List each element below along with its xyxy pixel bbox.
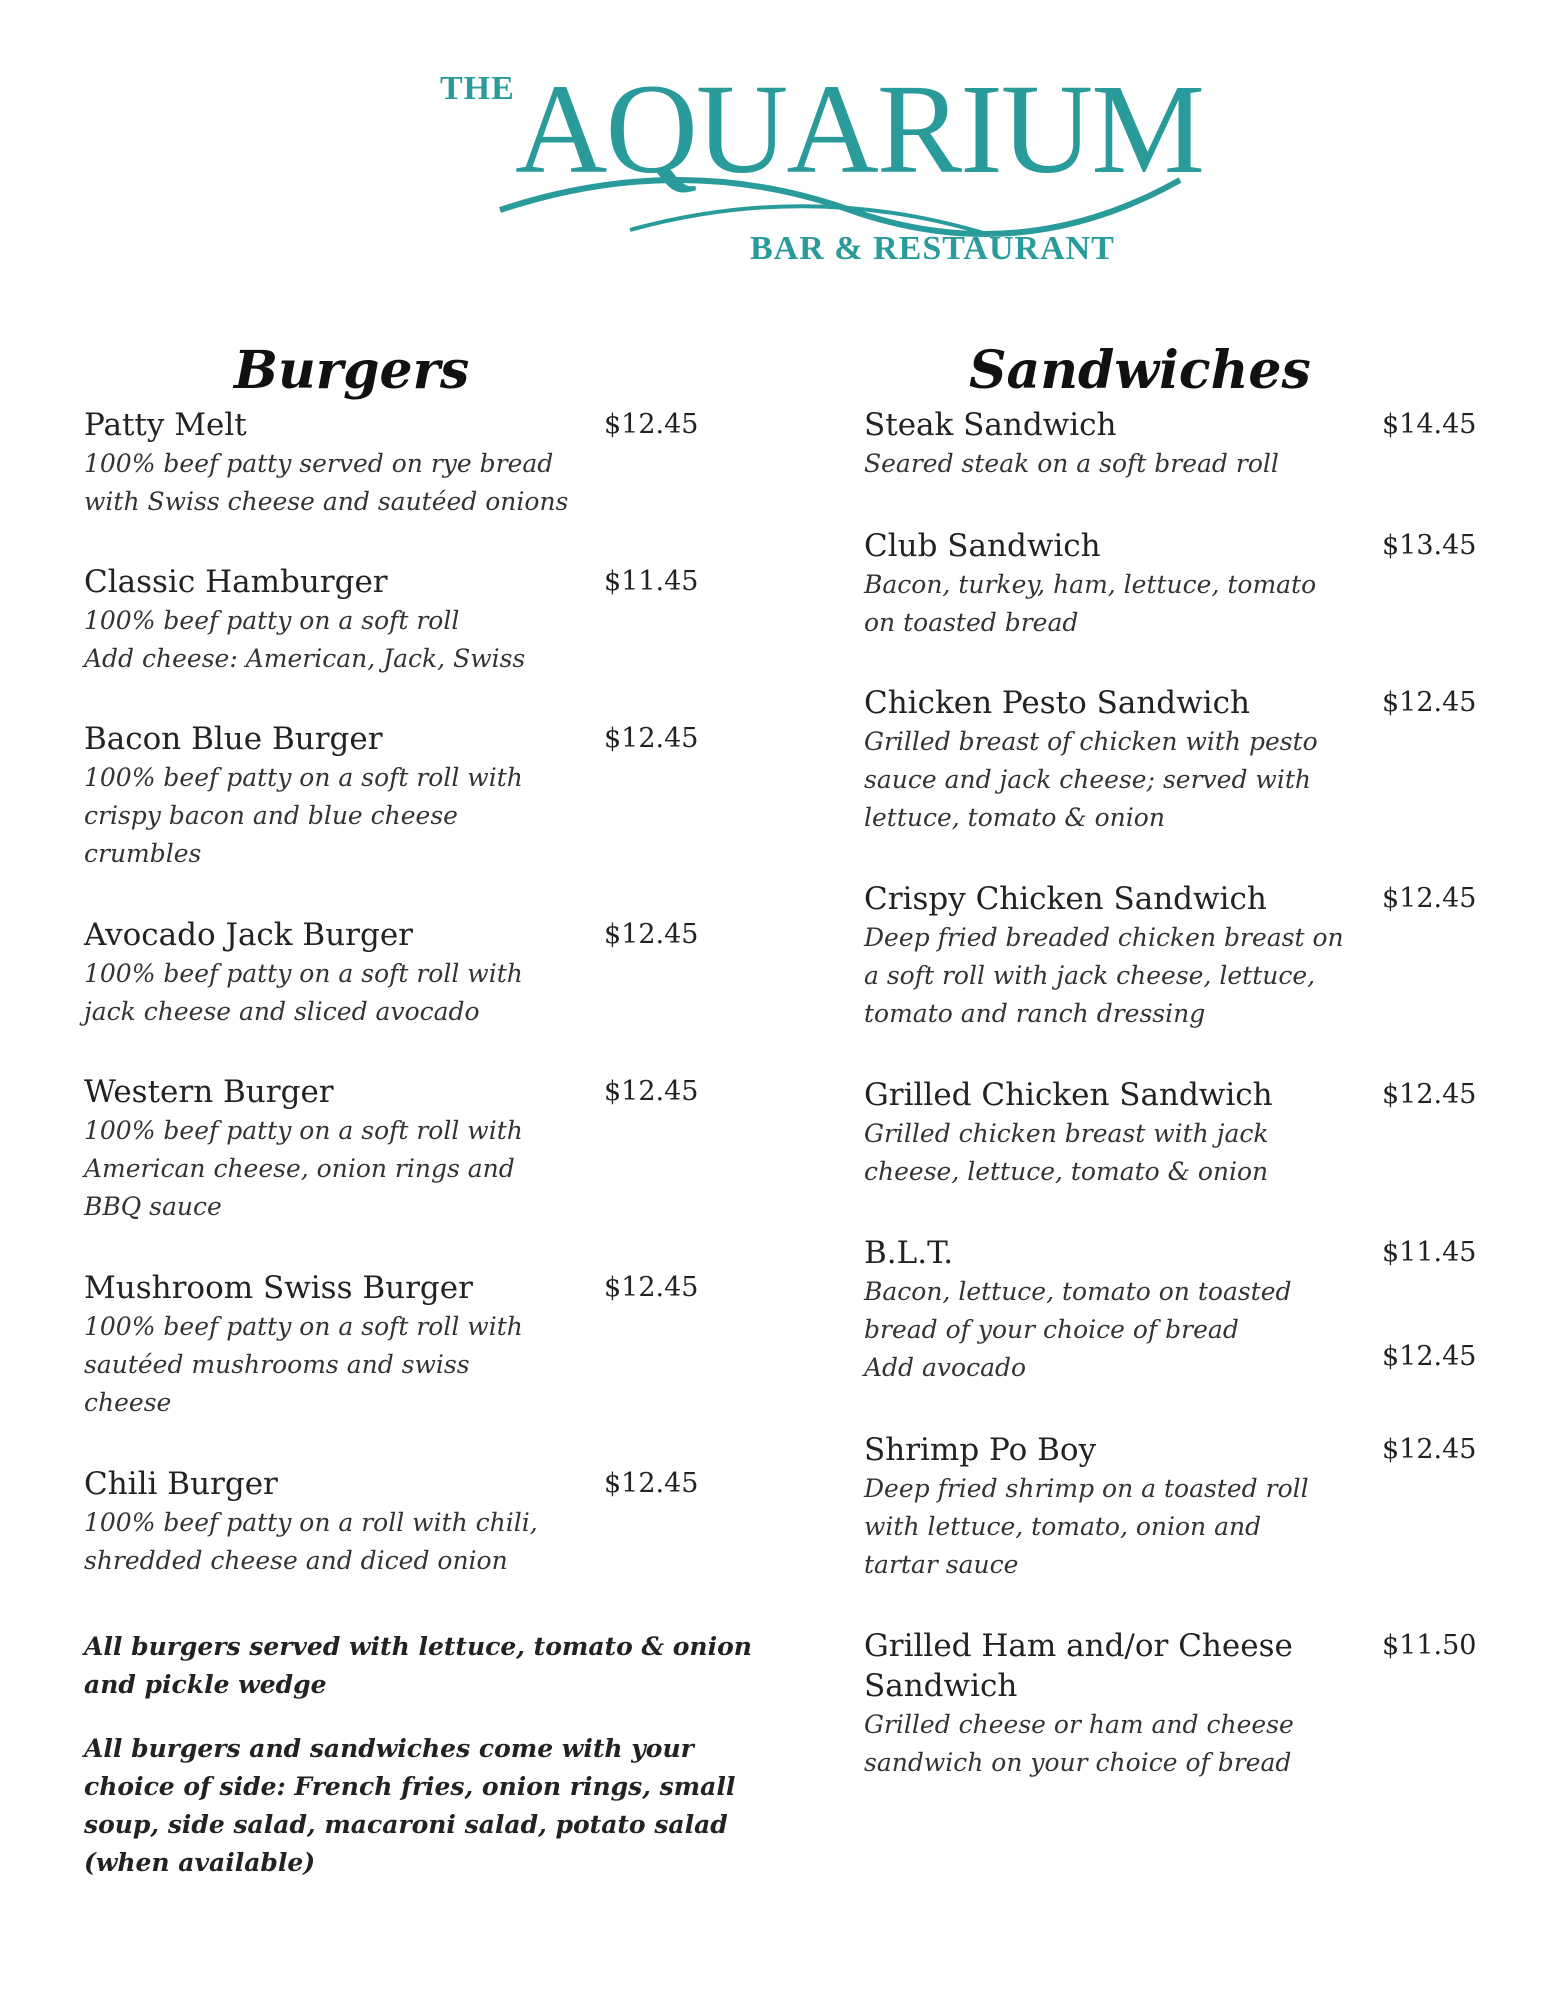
desc-line: Seared steak on a soft bread roll xyxy=(864,449,1279,478)
item-name: Shrimp Po Boy xyxy=(864,1432,1097,1468)
menu-item xyxy=(84,915,704,1031)
item-price: $11.50 xyxy=(1382,1630,1477,1661)
desc-line: crispy bacon and blue cheese xyxy=(84,801,458,830)
note-line: and pickle wedge xyxy=(84,1670,327,1699)
item-desc xyxy=(864,1470,1464,1584)
desc-line: 100% beef patty on a soft roll with xyxy=(84,1116,523,1145)
burger-note xyxy=(84,1628,752,1704)
item-desc xyxy=(864,1273,1464,1387)
desc-line: a soft roll with jack cheese, lettuce, xyxy=(864,961,1316,990)
item-desc xyxy=(864,1115,1464,1191)
note-line: choice of side: French fries, onion rings, small xyxy=(84,1772,736,1801)
item-desc xyxy=(84,602,704,678)
desc-line: sandwich on your choice of bread xyxy=(864,1748,1292,1777)
desc-line: on toasted bread xyxy=(864,608,1079,637)
menu-item xyxy=(864,405,1477,483)
item-price: $12.45 xyxy=(604,919,699,950)
menu-item xyxy=(864,1430,1477,1584)
menu-item xyxy=(864,1075,1477,1191)
desc-line: with Swiss cheese and sautéed onions xyxy=(84,487,569,516)
desc-line: Grilled chicken breast with jack xyxy=(864,1119,1269,1148)
note-line: All burgers served with lettuce, tomato & onion xyxy=(84,1632,752,1661)
desc-line: Grilled breast of chicken with pesto xyxy=(864,727,1318,756)
item-name: Classic Hamburger xyxy=(84,564,388,600)
avocado-price: $12.45 xyxy=(1382,1341,1477,1372)
desc-line: bread of your choice of bread xyxy=(864,1315,1239,1344)
desc-line: Deep fried shrimp on a toasted roll xyxy=(864,1474,1309,1503)
item-price: $12.45 xyxy=(604,1468,699,1499)
item-name: Western Burger xyxy=(84,1074,334,1110)
item-name: Chili Burger xyxy=(84,1466,278,1502)
desc-line: cheese xyxy=(84,1388,172,1417)
desc-line: with lettuce, tomato, onion and xyxy=(864,1512,1262,1541)
item-name: Patty Melt xyxy=(84,407,247,443)
desc-line: 100% beef patty on a soft roll xyxy=(84,606,460,635)
desc-line: lettuce, tomato & onion xyxy=(864,803,1165,832)
menu-item xyxy=(84,1072,704,1226)
menu-item xyxy=(84,562,704,678)
menu-item xyxy=(864,1233,1477,1387)
item-desc xyxy=(84,1308,704,1422)
desc-line: Add cheese: American, Jack, Swiss xyxy=(84,644,526,673)
sandwiches-title: Sandwiches xyxy=(969,340,1311,401)
desc-line: tartar sauce xyxy=(864,1550,1019,1579)
desc-line: crumbles xyxy=(84,839,202,868)
item-name xyxy=(864,1626,1334,1706)
desc-line: American cheese, onion rings and xyxy=(84,1154,515,1183)
item-price: $12.45 xyxy=(1382,1079,1477,1110)
logo-the: THE xyxy=(440,70,515,107)
item-desc xyxy=(864,445,1464,483)
item-price: $12.45 xyxy=(1382,883,1477,914)
item-desc xyxy=(84,759,704,873)
desc-line: 100% beef patty on a soft roll with xyxy=(84,959,523,988)
item-desc xyxy=(84,445,704,521)
item-name: Grilled Chicken Sandwich xyxy=(864,1077,1273,1113)
note-line: All burgers and sandwiches come with your xyxy=(84,1734,694,1763)
item-name-line: Grilled Ham and/or Cheese xyxy=(864,1628,1293,1664)
desc-line: 100% beef patty on a soft roll with xyxy=(84,1312,523,1341)
desc-line: jack cheese and sliced avocado xyxy=(84,997,480,1026)
restaurant-logo xyxy=(430,58,1203,280)
item-name: Club Sandwich xyxy=(864,528,1101,564)
item-price: $12.45 xyxy=(604,723,699,754)
desc-line: Grilled cheese or ham and cheese xyxy=(864,1710,1294,1739)
item-name: Mushroom Swiss Burger xyxy=(84,1270,473,1306)
item-name-line: Sandwich xyxy=(864,1668,1018,1704)
note-line: soup, side salad, macaroni salad, potato salad xyxy=(84,1810,728,1839)
item-desc xyxy=(864,723,1464,837)
item-price: $12.45 xyxy=(604,1076,699,1107)
logo-subtitle: BAR & RESTAURANT xyxy=(750,230,1115,267)
item-desc xyxy=(864,566,1464,642)
item-name: Bacon Blue Burger xyxy=(84,721,383,757)
desc-line: 100% beef patty served on rye bread xyxy=(84,449,554,478)
item-desc xyxy=(84,955,704,1031)
item-name: Avocado Jack Burger xyxy=(84,917,413,953)
menu-item xyxy=(84,1464,704,1580)
logo-title: AQUARIUM xyxy=(515,58,1203,200)
item-name: B.L.T. xyxy=(864,1235,954,1271)
item-price: $11.45 xyxy=(1382,1237,1477,1268)
desc-line: Add avocado xyxy=(864,1353,1027,1382)
item-price: $12.45 xyxy=(604,1272,699,1303)
desc-line: shredded cheese and diced onion xyxy=(84,1546,508,1575)
menu-item xyxy=(864,683,1477,837)
item-name: Chicken Pesto Sandwich xyxy=(864,685,1250,721)
note-line: (when available) xyxy=(84,1848,316,1877)
desc-line: Deep fried breaded chicken breast on xyxy=(864,923,1344,952)
item-desc xyxy=(864,919,1464,1033)
item-desc xyxy=(84,1504,704,1580)
desc-line: sautéed mushrooms and swiss xyxy=(84,1350,470,1379)
sides-note xyxy=(84,1730,744,1882)
item-price: $12.45 xyxy=(604,409,699,440)
desc-line: BBQ sauce xyxy=(84,1192,222,1221)
burgers-section xyxy=(84,340,752,1877)
desc-line: 100% beef patty on a soft roll with xyxy=(84,763,523,792)
item-price: $12.45 xyxy=(1382,687,1477,718)
menu-item xyxy=(864,1626,1477,1782)
item-desc xyxy=(864,1706,1464,1782)
desc-line: Bacon, lettuce, tomato on toasted xyxy=(864,1277,1292,1306)
menu-item xyxy=(864,526,1477,642)
desc-line: 100% beef patty on a roll with chili, xyxy=(84,1508,538,1537)
item-name: Steak Sandwich xyxy=(864,407,1117,443)
menu-item xyxy=(84,1268,704,1422)
menu-item xyxy=(864,879,1477,1033)
item-price: $14.45 xyxy=(1382,409,1477,440)
menu-item xyxy=(84,719,704,873)
item-price: $12.45 xyxy=(1382,1434,1477,1465)
item-name: Crispy Chicken Sandwich xyxy=(864,881,1267,917)
item-price: $13.45 xyxy=(1382,530,1477,561)
burgers-title: Burgers xyxy=(234,340,470,401)
desc-line: tomato and ranch dressing xyxy=(864,999,1206,1028)
sandwiches-section xyxy=(864,340,1484,1777)
item-desc xyxy=(84,1112,704,1226)
desc-line: Bacon, turkey, ham, lettuce, tomato xyxy=(864,570,1317,599)
item-price: $11.45 xyxy=(604,566,699,597)
desc-line: cheese, lettuce, tomato & onion xyxy=(864,1157,1269,1186)
desc-line: sauce and jack cheese; served with xyxy=(864,765,1311,794)
menu-item xyxy=(84,405,704,521)
